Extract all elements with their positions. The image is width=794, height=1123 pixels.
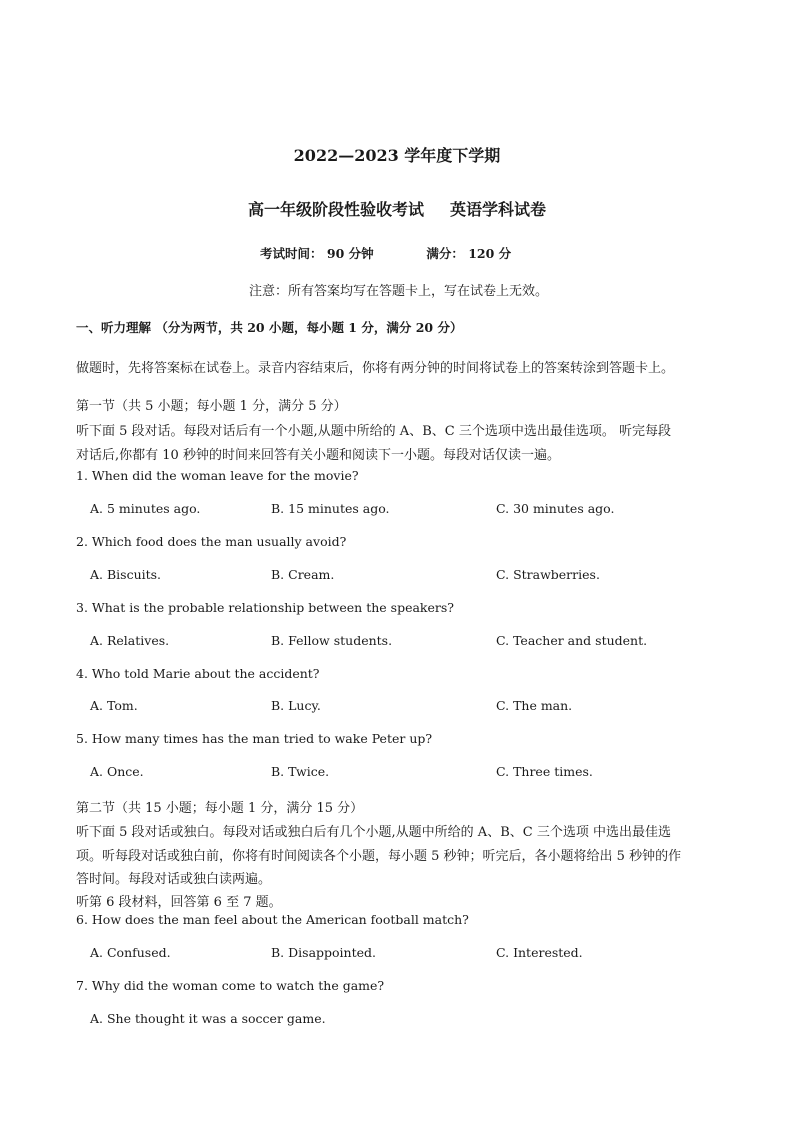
- notice: 注意：所有答案均写在答题卡上，写在试卷上无效。: [249, 284, 549, 299]
- question-3-option-a: A. Relatives.: [90, 633, 170, 648]
- exam-info: [260, 244, 511, 262]
- question-6-option-b: B. Disappointed.: [271, 945, 376, 960]
- question-2-stem: 2. Which food does the man usually avoid?: [76, 534, 347, 549]
- question-6-option-c: C. Interested.: [496, 945, 583, 960]
- part2-instruction-line3: 答时间。每段对话或独白读两遍。: [76, 872, 272, 887]
- question-2-option-a: A. Biscuits.: [90, 567, 162, 582]
- question-5-option-c: C. Three times.: [496, 764, 593, 779]
- question-7-option-a: A. She thought it was a soccer game.: [90, 1011, 326, 1026]
- question-1-option-c: C. 30 minutes ago.: [496, 501, 615, 516]
- question-2-option-b: B. Cream.: [271, 567, 335, 582]
- question-4-option-b: B. Lucy.: [271, 698, 321, 713]
- question-4-option-c: C. The man.: [496, 698, 573, 713]
- part1-instruction-line2: 对话后,你都有 10 秒钟的时间来回答有关小题和阅读下一小题。每段对话仅读一遍。: [76, 448, 560, 463]
- time-value: 90 分钟: [326, 246, 374, 261]
- subject-name: 英语学科试卷: [450, 200, 547, 219]
- question-3-option-c: C. Teacher and student.: [496, 633, 648, 648]
- question-3-option-b: B. Fellow students.: [271, 633, 393, 648]
- section-heading-listening: 一、听力理解 （分为两节，共 20 小题，每小题 1 分，满分 20 分）: [76, 320, 463, 335]
- school-year-title: 2022—2023 学年度下学期: [293, 146, 501, 165]
- time-label: 考试时间：: [260, 246, 323, 261]
- question-5-option-b: B. Twice.: [271, 764, 330, 779]
- material-6-note: 听第 6 段材料，回答第 6 至 7 题。: [76, 895, 282, 910]
- question-4-stem: 4. Who told Marie about the accident?: [76, 666, 320, 681]
- question-1-option-b: B. 15 minutes ago.: [271, 501, 390, 516]
- question-6-stem: 6. How does the man feel about the American football match?: [76, 912, 469, 927]
- question-2-option-c: C. Strawberries.: [496, 567, 600, 582]
- question-4-option-a: A. Tom.: [90, 698, 138, 713]
- part1-heading: 第一节（共 5 小题；每小题 1 分，满分 5 分）: [76, 399, 347, 414]
- exam-name: 高一年级阶段性验收考试: [247, 200, 424, 219]
- part2-instruction-line1: 听下面 5 段对话或独白。每段对话或独白后有几个小题,从题中所给的 A、B、C 三个选项 中选出最佳选: [76, 825, 671, 840]
- question-6-option-a: A. Confused.: [90, 945, 171, 960]
- exam-title: [0, 197, 794, 220]
- question-7-stem: 7. Why did the woman come to watch the game?: [76, 978, 385, 993]
- question-3-stem: 3. What is the probable relationship between the speakers?: [76, 600, 454, 615]
- question-1-stem: 1. When did the woman leave for the movie?: [76, 468, 359, 483]
- part2-instruction-line2: 项。听每段对话或独白前，你将有时间阅读各个小题，每小题 5 秒钟；听完后，各小题将给出 5 秒钟的作: [76, 849, 682, 864]
- part1-instruction-line1: 听下面 5 段对话。每段对话后有一个小题,从题中所给的 A、B、C 三个选项中选出最佳选项。 听完每段: [76, 424, 671, 439]
- question-5-stem: 5. How many times has the man tried to wake Peter up?: [76, 731, 433, 746]
- part2-heading: 第二节（共 15 小题；每小题 1 分，满分 15 分）: [76, 801, 364, 816]
- question-1-option-a: A. 5 minutes ago.: [90, 501, 201, 516]
- question-5-option-a: A. Once.: [90, 764, 144, 779]
- score-label: 满分：: [426, 246, 464, 261]
- score-value: 120 分: [468, 246, 512, 261]
- section-instruction: 做题时，先将答案标在试卷上。录音内容结束后，你将有两分钟的时间将试卷上的答案转涂到答题卡上。: [76, 361, 675, 376]
